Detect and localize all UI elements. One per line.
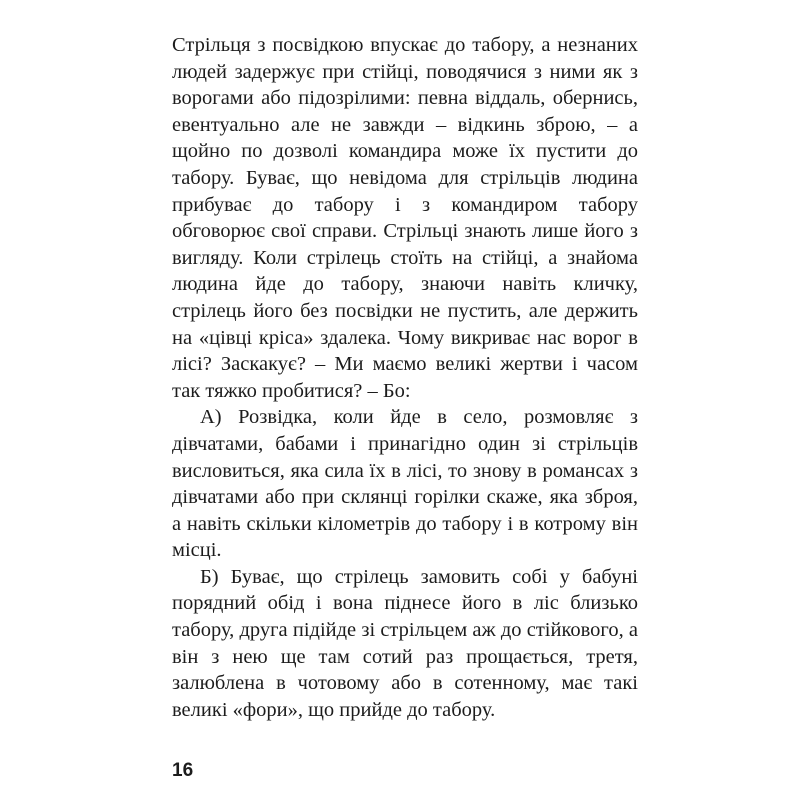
paragraph-item-a: А) Розвідка, коли йде в село, розмовляє з дівчатами, бабами і принагідно один зі стрільців висловиться, яка сила їх в лісі, то знову в романсах з дівчатами або при склянці горілки скаже, яка зброя, а навіть скільки кілометрів до табору і в котрому він місці. [172, 406, 638, 562]
body-text [172, 32, 638, 723]
page-number: 16 [172, 760, 194, 781]
paragraph-intro: Стрільця з посвідкою впускає до табору, а незнаних людей задержує при стійці, поводячися з ними як з ворогами або підозрілими: певна віддаль, обернись, евентуально але не завжди – відкинь зброю, – а щойно по дозволі командира може їх пустити до табору. Буває, що невідома для стрільців людина прибуває до табору і з командиром табору обговорює свої справи. Стрільці знають лише його з вигляду. Коли стрілець стоїть на стійці, а знайома людина йде до табору, знаючи навіть кличку, стрілець його без посвідки не пустить, але держить на «цівці кріса» здалека. Чому викриває нас ворог в лісі? Заскакує? – Ми маємо великі жертви і часом так тяжко пробитися? – Бо: [172, 34, 638, 402]
paragraph-item-b: Б) Буває, що стрілець замовить собі у бабуні порядний обід і вона піднесе його в ліс близько табору, друга підійде зі стрільцем аж до стійкового, а він з нею ще там сотий раз прощається, третя, залюблена в чотовому або в сотенному, має такі великі «фори», що прийде до табору. [172, 565, 638, 721]
